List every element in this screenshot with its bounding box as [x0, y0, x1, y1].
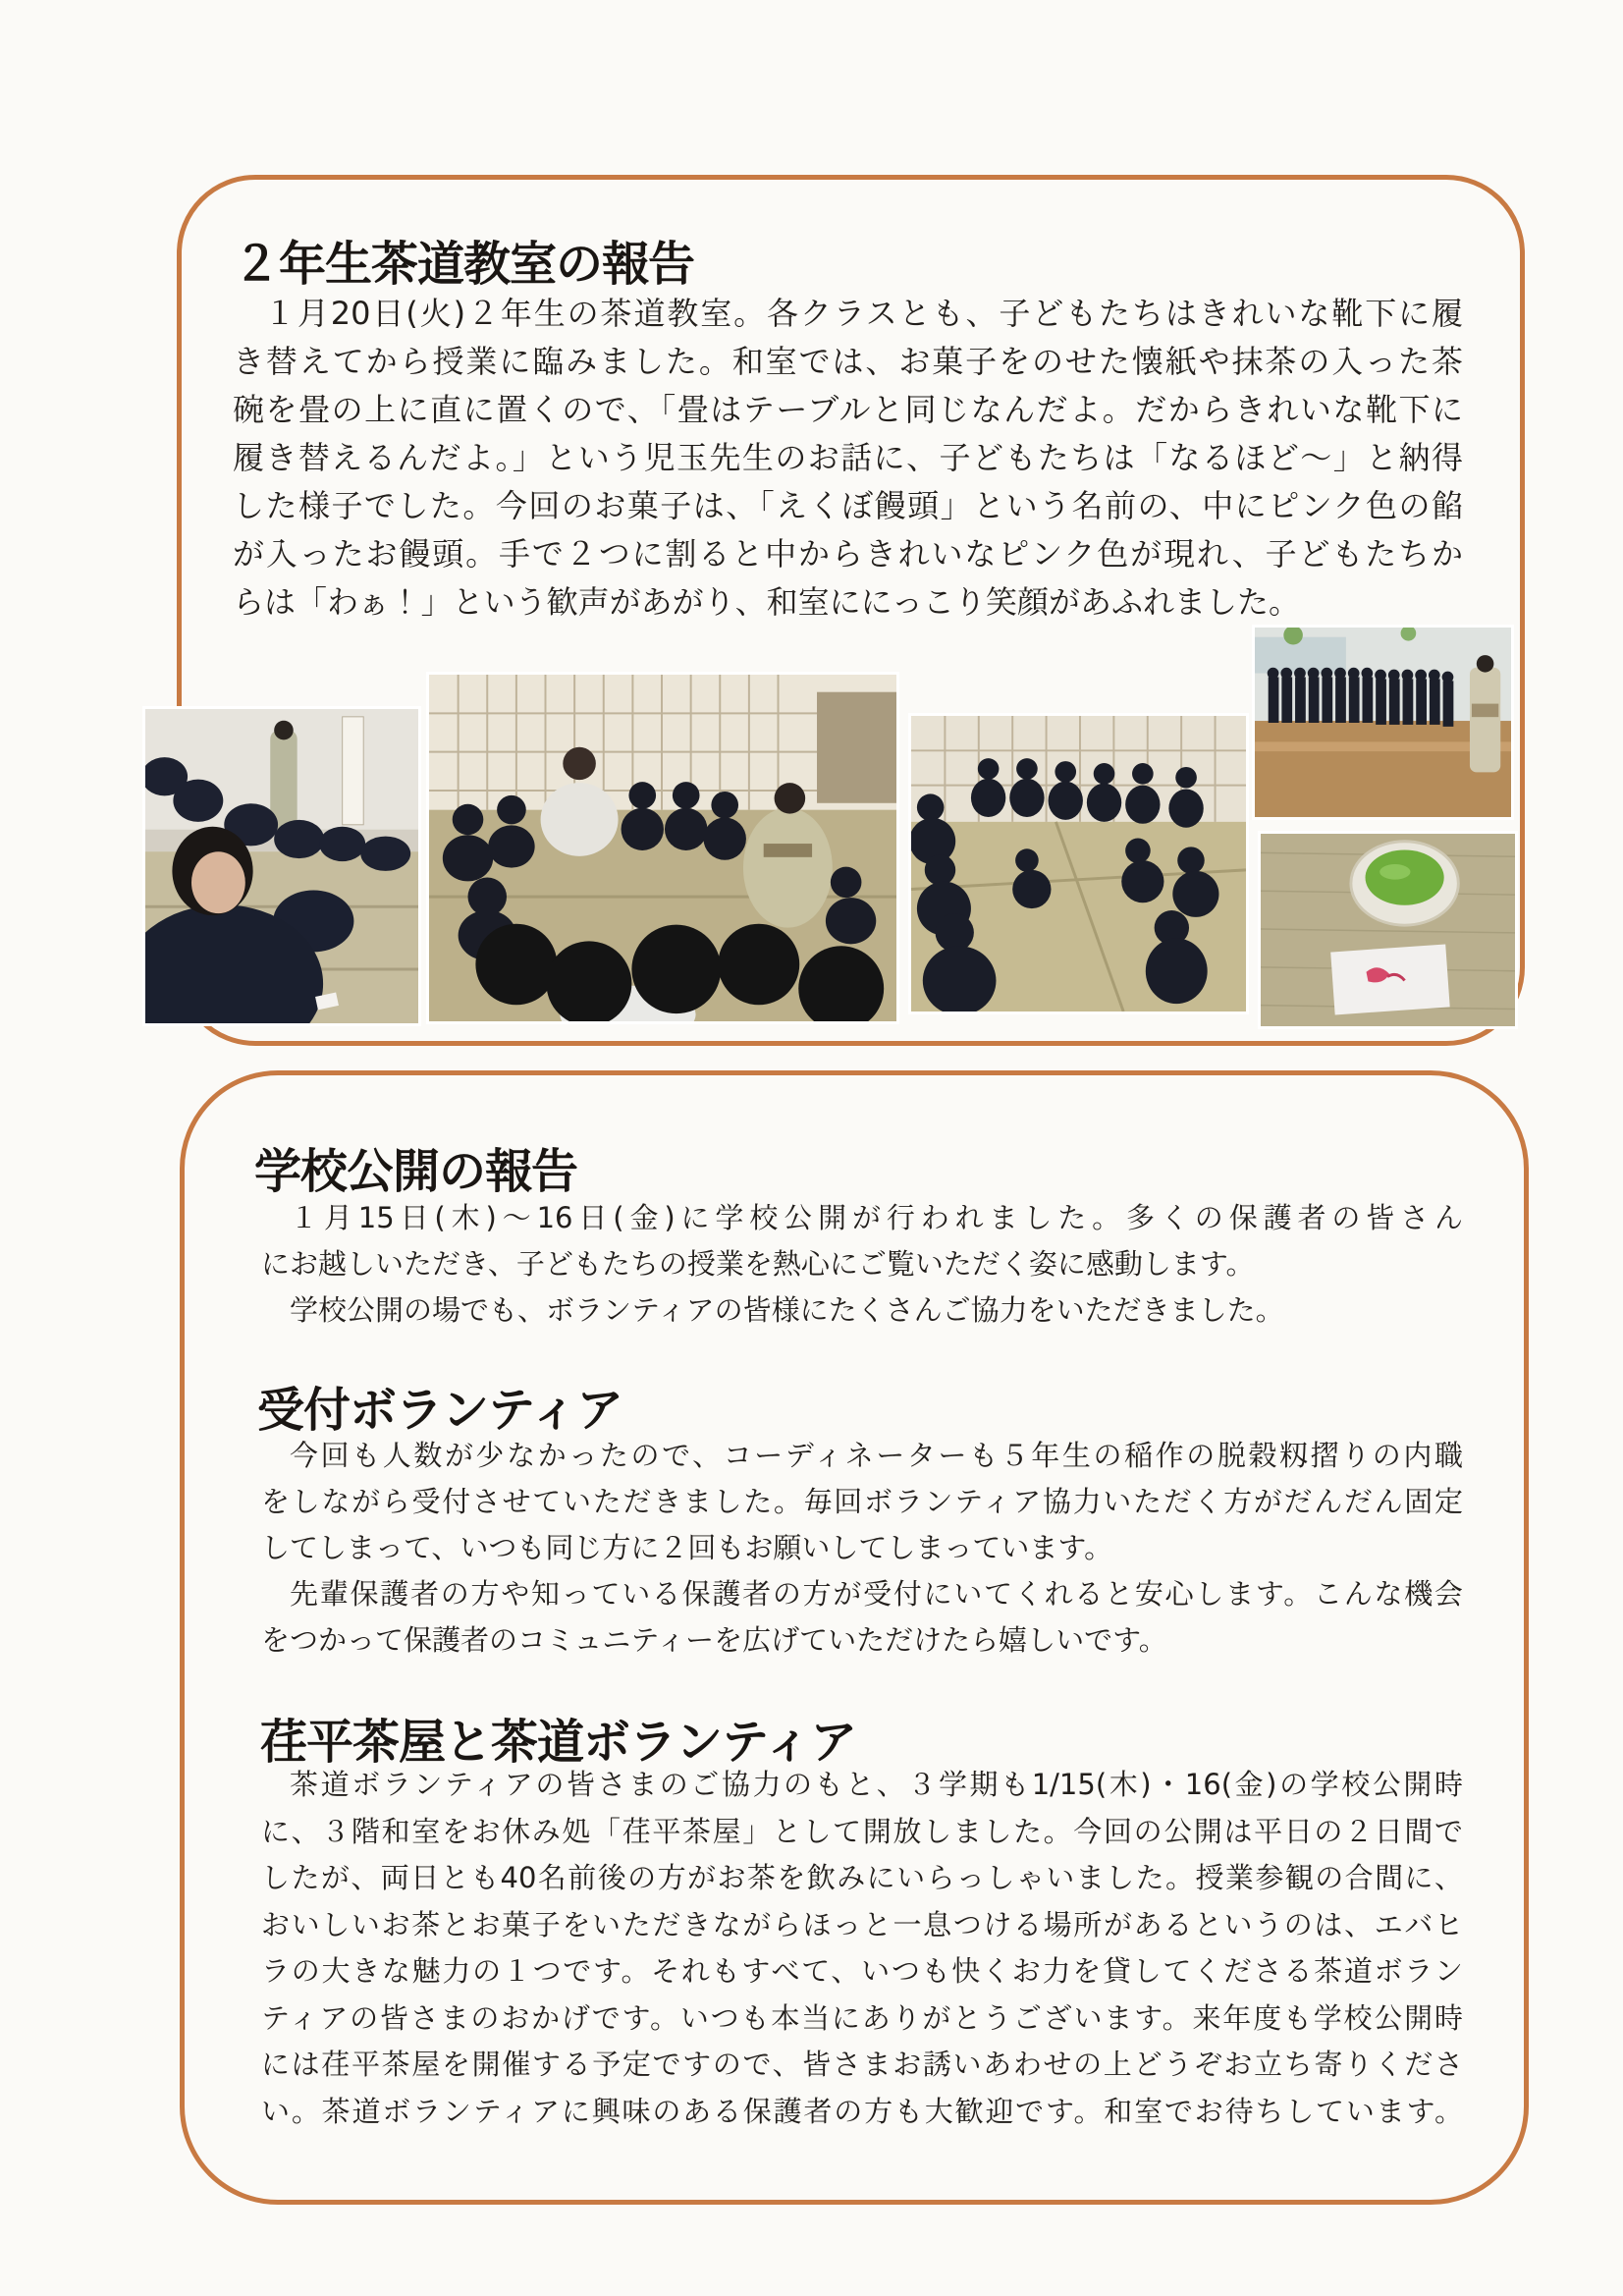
tea-house-line: には荏平茶屋を開催する予定ですので、皆さまお誘いあわせの上どうぞお立ち寄りくださ — [261, 2048, 1463, 2081]
tea-class-body — [233, 290, 1463, 627]
photo-students-rows — [908, 713, 1249, 1014]
school-open-title: 学校公開の報告 — [254, 1144, 578, 1199]
tea-house-line: 茶道ボランティアの皆さまのご協力のもと、３学期も1/15(木)・16(金)の学校公開時 — [290, 1768, 1463, 1801]
tea-class-line: き替えてから授業に臨みました。和室では、お菓子をのせた懐紙や抹茶の入った茶 — [233, 343, 1463, 380]
tea-class-line: した様子でした。今回のお菓子は、「えくぼ饅頭」という名前の、中にピンク色の餡 — [233, 487, 1463, 524]
photo-image — [429, 675, 896, 1021]
photo-image — [145, 709, 418, 1023]
photo-matcha-bowl — [1258, 831, 1518, 1029]
tea-house-line: ラの大きな魅力の１つです。それもすべて、いつも快くお力を貸してくださる茶道ボラン — [261, 1954, 1463, 1988]
tea-house-line: い。茶道ボランティアに興味のある保護者の方も大歓迎です。和室でお待ちしています。 — [261, 2094, 1463, 2128]
reception-line: 先輩保護者の方や知っている保護者の方が受付にいてくれると安心します。こんな機会 — [290, 1577, 1463, 1611]
photo-tea-circle — [426, 672, 899, 1024]
photo-student-kneeling — [142, 706, 421, 1026]
school-open-line: １月15日(木)～16日(金)に学校公開が行われました。多くの保護者の皆さん — [290, 1201, 1463, 1234]
reception-volunteers-title: 受付ボランティア — [257, 1383, 623, 1438]
reception-line: 今回も人数が少なかったので、コーディネーターも５年生の稲作の脱穀籾摺りの内職 — [290, 1439, 1463, 1472]
tea-house-line: したが、両日とも40名前後の方がお茶を飲みにいらっしゃいました。授業参観の合間に、 — [261, 1861, 1463, 1894]
tea-class-title: ２年生茶道教室の報告 — [233, 237, 695, 292]
tea-house-body — [261, 1762, 1463, 2135]
photo-image — [1255, 628, 1511, 817]
school-open-body — [261, 1195, 1463, 1334]
photo-image — [911, 716, 1246, 1011]
reception-line: をつかって保護者のコミュニティーを広げていただけたら嬉しいです。 — [261, 1623, 1167, 1657]
tea-class-line: が入ったお饅頭。手で２つに割ると中からきれいなピンク色が現れ、子どもたちか — [233, 535, 1463, 573]
reception-line: してしまって、いつも同じ方に２回もお願いしてしまっています。 — [261, 1531, 1113, 1564]
tea-class-line: １月20日(火)２年生の茶道教室。各クラスとも、子どもたちはきれいな靴下に履 — [264, 295, 1463, 332]
reception-line: をしながら受付させていただきました。毎回ボランティア協力いただく方がだんだん固定 — [261, 1485, 1463, 1518]
school-open-line: にお越しいただき、子どもたちの授業を熱心にご覧いただく姿に感動します。 — [261, 1247, 1255, 1281]
tea-class-line: 碗を畳の上に直に置くので、「畳はテーブルと同じなんだよ。だからきれいな靴下に — [233, 391, 1463, 428]
school-open-line: 学校公開の場でも、ボランティアの皆様にたくさんご協力をいただきました。 — [290, 1293, 1284, 1327]
reception-volunteers-body — [261, 1433, 1463, 1664]
photo-image — [1261, 834, 1515, 1026]
photo-students-lineup — [1252, 625, 1514, 820]
tea-house-title: 荏平茶屋と茶道ボランティア — [260, 1715, 857, 1770]
tea-house-line: おいしいお茶とお菓子をいただきながらほっと一息つける場所があるというのは、エバヒ — [261, 1907, 1463, 1941]
tea-class-line: 履き替えるんだよ。」という児玉先生のお話に、子どもたちは「なるほど～」と納得 — [233, 439, 1463, 476]
tea-house-line: に、３階和室をお休み処「荏平茶屋」として開放しました。今回の公開は平日の２日間で — [261, 1814, 1463, 1848]
tea-house-line: ティアの皆さまのおかげです。いつも本当にありがとうございます。来年度も学校公開時 — [261, 2000, 1463, 2035]
tea-class-line: らは「わぁ！」という歓声があがり、和室ににっこり笑顔があふれました。 — [233, 583, 1301, 621]
